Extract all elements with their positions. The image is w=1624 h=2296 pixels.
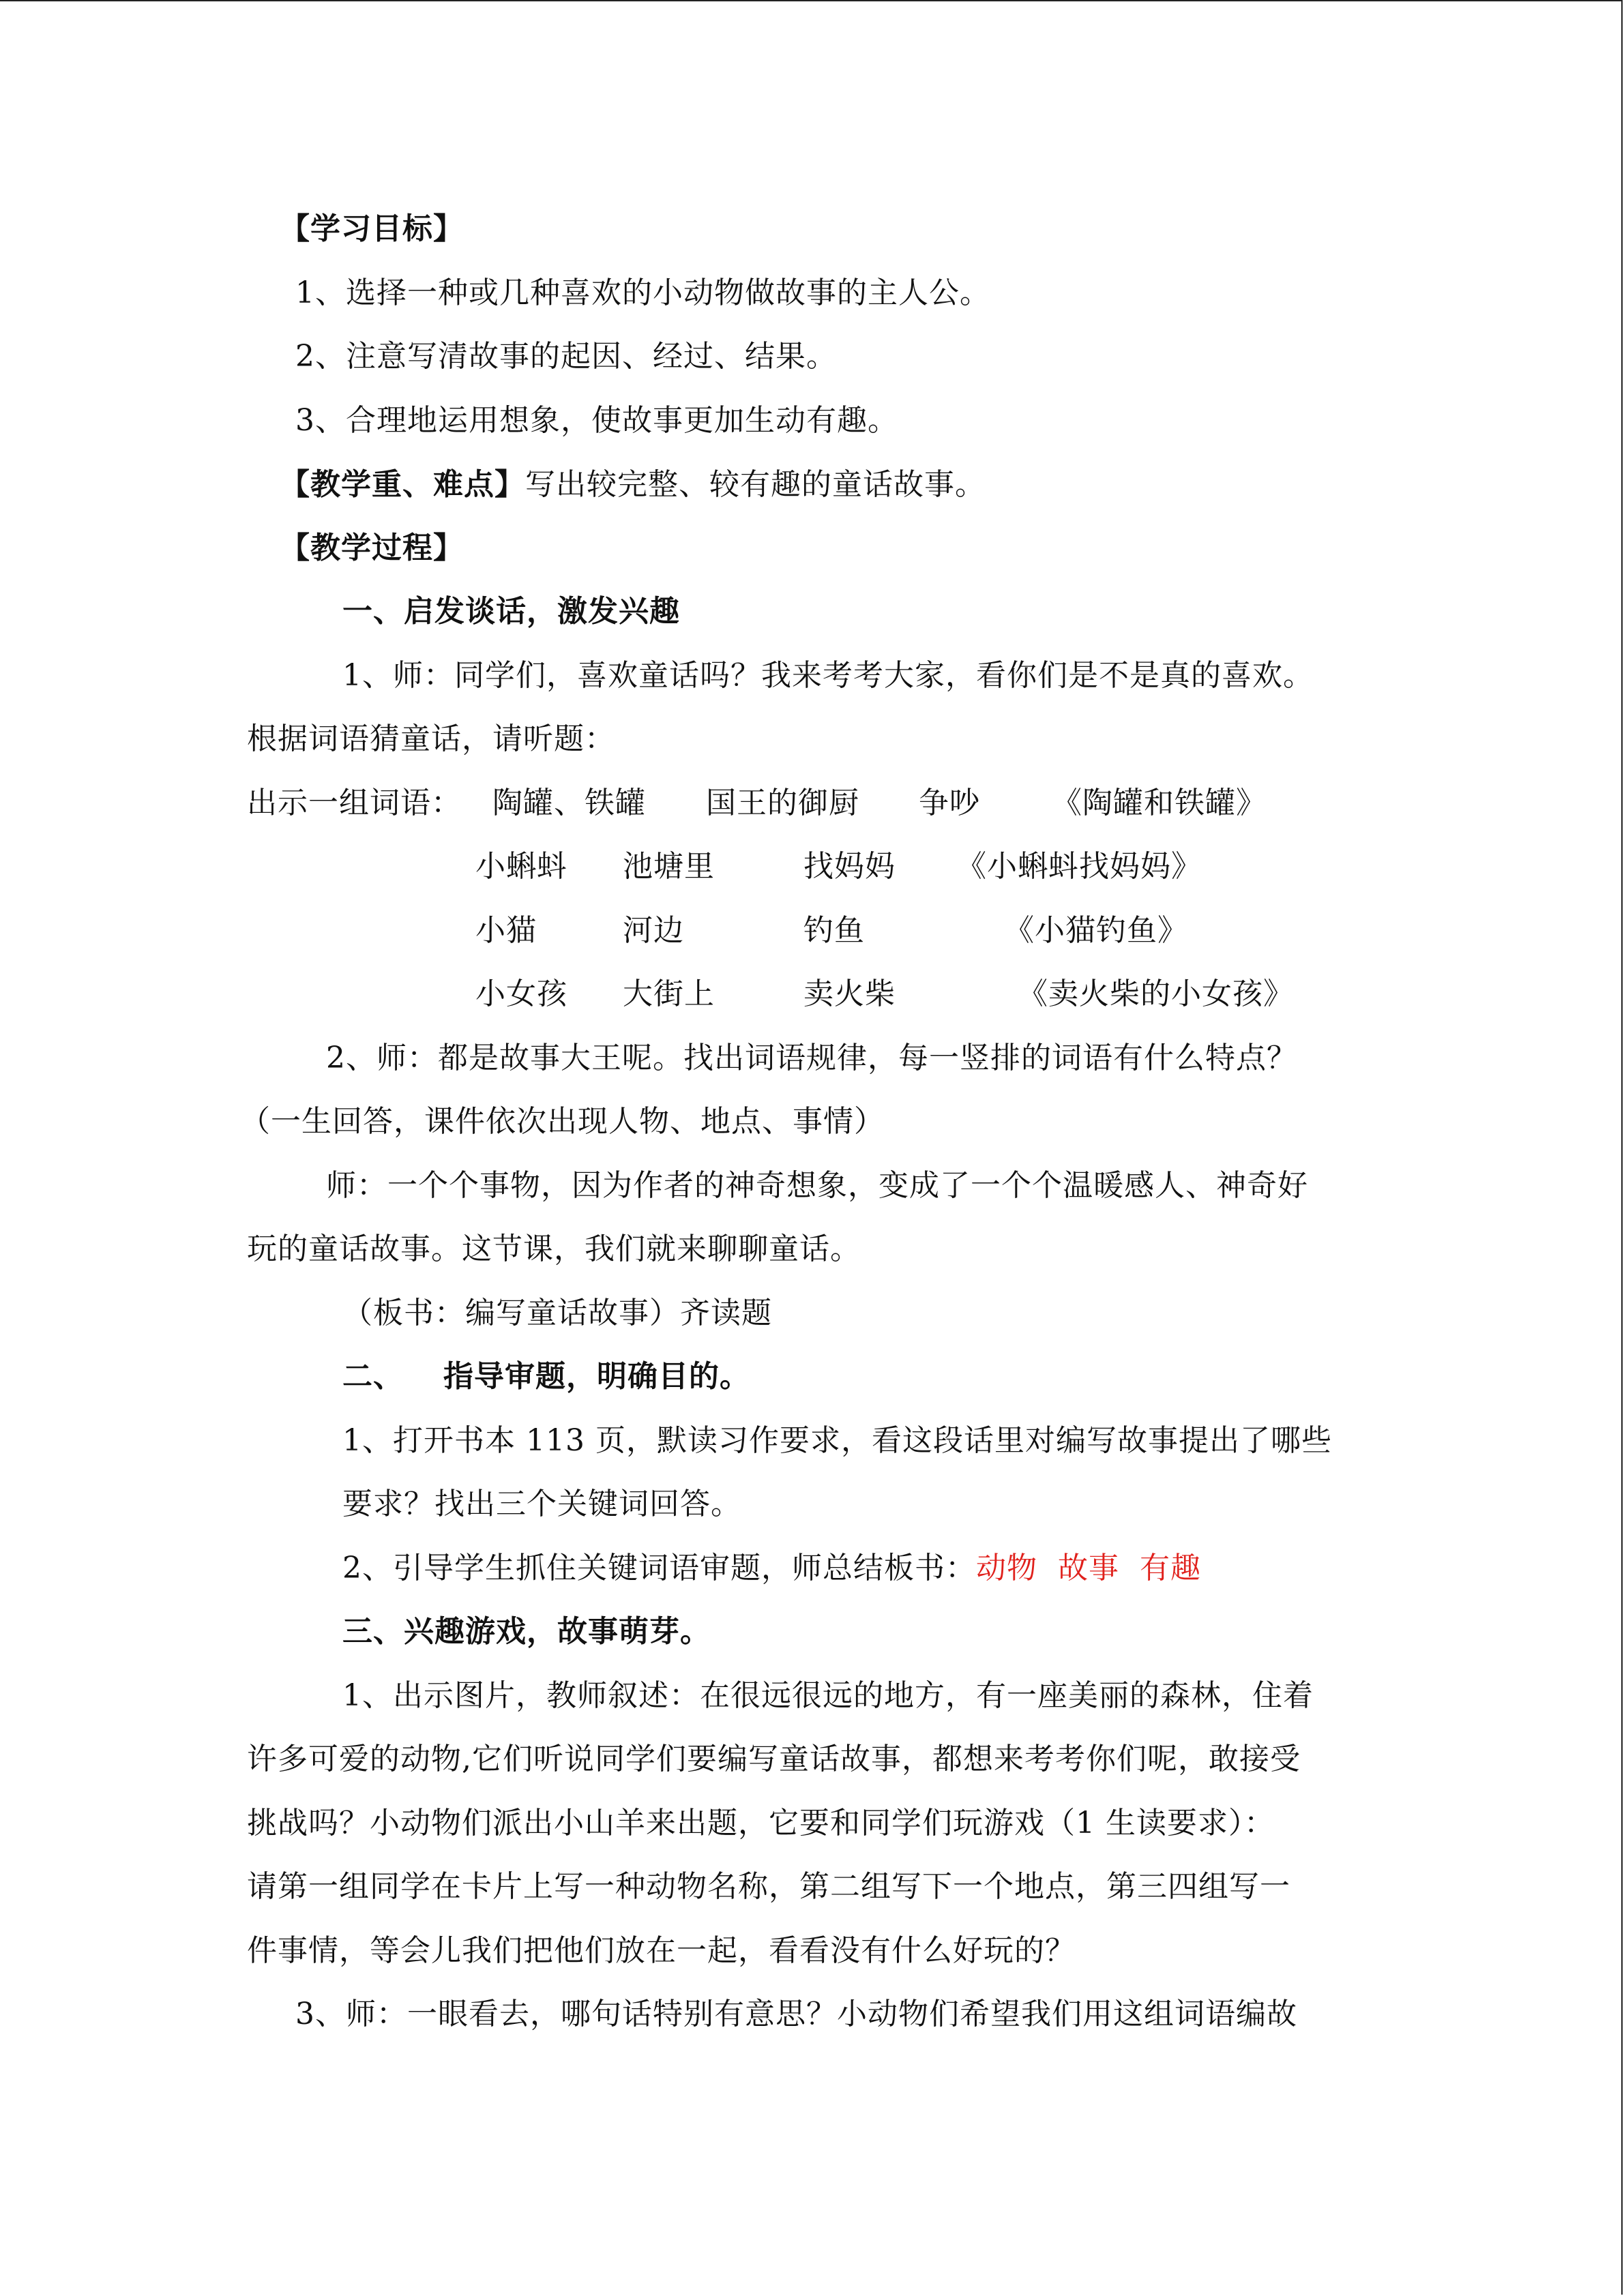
word-row-1 (247, 783, 1406, 824)
section1-p2-line1: 2、师：都是故事大王呢。找出词语规律，每一竖排的词语有什么特点？ (326, 1041, 1297, 1075)
section3-p1-line4: 请第一组同学在卡片上写一种动物名称，第二组写下一个地点，第三四组写一 (247, 1869, 1290, 1904)
word-cell: 争吵 (919, 786, 980, 820)
section3-heading: 三、兴趣游戏，故事萌芽。 (342, 1614, 711, 1649)
word-cell: 小女孩 (475, 976, 567, 1011)
story-title: 《卖火柴的小女孩》 (1018, 976, 1294, 1011)
word-cell: 河边 (623, 913, 684, 948)
section1-p2-line2: （一生回答，课件依次出现人物、地点、事情） (240, 1104, 885, 1139)
section3-p1-line3: 挑战吗？小动物们派出小山羊来出题，它要和同学们玩游戏（1 生读要求）： (247, 1806, 1275, 1840)
word-cell: 陶罐、铁罐 (492, 786, 646, 820)
word-cell: 池塘里 (623, 849, 715, 884)
board-keywords: 动物 故事 有趣 (976, 1551, 1201, 1585)
word-row-4 (247, 974, 1406, 1015)
objectives-title: 【学习目标】 (280, 211, 464, 246)
section1-p3-line2: 玩的童话故事。这节课，我们就来聊聊童话。 (247, 1232, 861, 1266)
word-cell: 小蝌蚪 (475, 849, 567, 884)
section3-p1-line1: 1、出示图片，教师叙述：在很远很远的地方，有一座美丽的森林，住着 (342, 1678, 1314, 1713)
word-row-3 (247, 910, 1406, 951)
word-cell: 钓鱼 (803, 913, 865, 948)
focus-text: 写出较完整、较有趣的童话故事。 (525, 467, 986, 502)
board-note: （板书：编写童话故事）齐读题 (342, 1296, 772, 1330)
story-title: 《陶罐和铁罐》 (1052, 786, 1267, 820)
focus-line (280, 464, 986, 505)
section2-p2 (342, 1548, 1201, 1589)
section3-p3-line1: 3、师：一眼看去，哪句话特别有意思？小动物们希望我们用这组词语编故 (295, 1997, 1297, 2031)
section3-p1-line5: 件事情，等会儿我们把他们放在一起，看看没有什么好玩的？ (247, 1933, 1076, 1968)
section2-p1-line1: 1、打开书本 113 页，默读习作要求，看这段话里对编写故事提出了哪些 (342, 1423, 1332, 1458)
word-row-2 (247, 846, 1406, 887)
section2-p2-prefix: 2、引导学生抓住关键词语审题，师总结板书： (342, 1551, 976, 1585)
word-cell: 找妈妈 (803, 849, 896, 884)
process-title: 【教学过程】 (280, 531, 464, 565)
focus-label: 【教学重、难点】 (280, 467, 525, 502)
objective-item-1: 1、选择一种或几种喜欢的小动物做故事的主人公。 (295, 275, 990, 310)
story-title: 《小蝌蚪找妈妈》 (956, 849, 1202, 884)
word-cell: 小猫 (475, 913, 537, 948)
section1-p1-line1: 1、师：同学们，喜欢童话吗？我来考考大家，看你们是不是真的喜欢。 (342, 658, 1314, 693)
words-label: 出示一组词语： (247, 786, 462, 820)
word-cell: 大街上 (623, 976, 715, 1011)
objective-item-2: 2、注意写清故事的起因、经过、结果。 (295, 339, 837, 374)
section3-p1-line2: 许多可爱的动物,它们听说同学们要编写童话故事，都想来考考你们呢，敢接受 (247, 1742, 1301, 1776)
word-cell: 国王的御厨 (706, 786, 859, 820)
section2-heading-text: 指导审题，明确目的。 (443, 1359, 750, 1394)
section1-heading: 一、启发谈话，激发兴趣 (342, 594, 680, 629)
section1-p1-line2: 根据词语猜童话，请听题： (247, 721, 615, 756)
section2-heading-num: 二、 (342, 1359, 404, 1394)
word-cell: 卖火柴 (803, 976, 896, 1011)
section2-heading (342, 1356, 888, 1397)
story-title: 《小猫钓鱼》 (1004, 913, 1188, 948)
section1-p3-line1: 师：一个个事物，因为作者的神奇想象，变成了一个个温暖感人、神奇好 (326, 1168, 1308, 1203)
objective-item-3: 3、合理地运用想象，使故事更加生动有趣。 (295, 403, 898, 438)
section2-p1-line2: 要求？找出三个关键词回答。 (342, 1487, 741, 1521)
